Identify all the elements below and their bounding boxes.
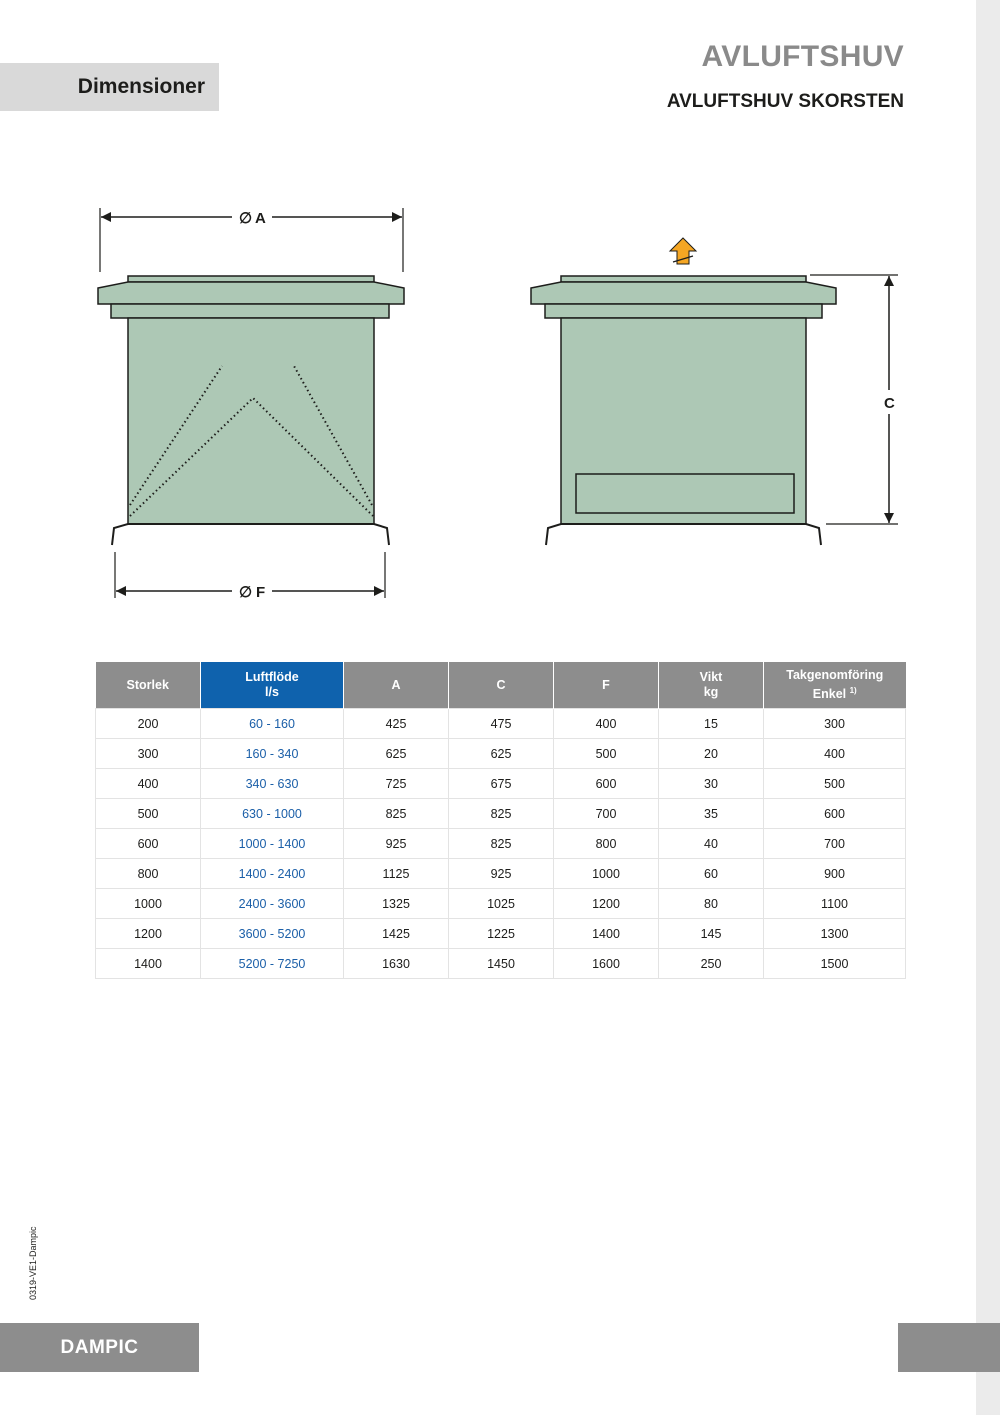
table-row bbox=[96, 949, 906, 979]
cell-c: 475 bbox=[449, 709, 554, 739]
dim-c-label: C bbox=[884, 395, 895, 412]
cell-storlek: 800 bbox=[96, 859, 201, 889]
page-edge-strip bbox=[976, 0, 1000, 1415]
cell-f: 500 bbox=[554, 739, 659, 769]
cap-roof bbox=[98, 282, 404, 304]
cell-f: 1600 bbox=[554, 949, 659, 979]
luftflode-label: Luftflöde bbox=[245, 670, 299, 684]
cell-storlek: 200 bbox=[96, 709, 201, 739]
cell-a: 1125 bbox=[344, 859, 449, 889]
cell-a: 725 bbox=[344, 769, 449, 799]
cell-vikt: 30 bbox=[659, 769, 764, 799]
side-cap-top-plate bbox=[561, 276, 806, 282]
base-flange bbox=[112, 524, 389, 545]
cell-a: 1630 bbox=[344, 949, 449, 979]
cell-tak: 900 bbox=[764, 859, 906, 889]
cell-f: 600 bbox=[554, 769, 659, 799]
col-header-luftflode bbox=[201, 662, 344, 709]
cell-a: 925 bbox=[344, 829, 449, 859]
cell-storlek: 1000 bbox=[96, 889, 201, 919]
hood-body bbox=[128, 318, 374, 524]
cell-c: 625 bbox=[449, 739, 554, 769]
col-header-storlek: Storlek bbox=[96, 662, 201, 709]
cell-c: 825 bbox=[449, 799, 554, 829]
col-header-f: F bbox=[554, 662, 659, 709]
takgenomforing-sub: Enkel bbox=[812, 687, 847, 702]
dim-f-diameter-symbol: ∅ bbox=[239, 584, 253, 601]
cell-luftflode: 1000 - 1400 bbox=[201, 829, 344, 859]
cell-f: 400 bbox=[554, 709, 659, 739]
cap-top-plate bbox=[128, 276, 374, 282]
cell-tak: 500 bbox=[764, 769, 906, 799]
page-subtitle: AVLUFTSHUV SKORSTEN bbox=[666, 91, 904, 112]
cell-vikt: 80 bbox=[659, 889, 764, 919]
side-cap-rim bbox=[545, 304, 822, 318]
side-base-flange bbox=[546, 524, 821, 545]
cell-c: 825 bbox=[449, 829, 554, 859]
footnote-mark: 1) bbox=[849, 685, 857, 695]
cell-c: 1450 bbox=[449, 949, 554, 979]
cell-vikt: 15 bbox=[659, 709, 764, 739]
page-title: AVLUFTSHUV bbox=[701, 40, 904, 73]
cell-luftflode: 160 - 340 bbox=[201, 739, 344, 769]
cell-vikt: 60 bbox=[659, 859, 764, 889]
dim-a-label: A bbox=[255, 210, 266, 227]
document-code: 0319-VE1-Dampic bbox=[28, 1226, 38, 1300]
table-row bbox=[96, 829, 906, 859]
cell-c: 675 bbox=[449, 769, 554, 799]
dim-a-diameter-symbol: ∅ bbox=[239, 210, 253, 227]
cell-luftflode: 1400 - 2400 bbox=[201, 859, 344, 889]
col-header-vikt bbox=[659, 662, 764, 709]
cell-vikt: 250 bbox=[659, 949, 764, 979]
footer-brand-bar bbox=[0, 1323, 199, 1372]
cell-storlek: 400 bbox=[96, 769, 201, 799]
side-cap-roof bbox=[531, 282, 836, 304]
cell-f: 700 bbox=[554, 799, 659, 829]
col-header-takgenomforing bbox=[764, 662, 906, 709]
table-row bbox=[96, 709, 906, 739]
side-hatch bbox=[576, 474, 794, 513]
cell-vikt: 35 bbox=[659, 799, 764, 829]
cell-c: 1225 bbox=[449, 919, 554, 949]
cell-storlek: 1200 bbox=[96, 919, 201, 949]
cell-tak: 600 bbox=[764, 799, 906, 829]
table-row bbox=[96, 739, 906, 769]
section-label: Dimensioner bbox=[77, 75, 205, 98]
cell-luftflode: 60 - 160 bbox=[201, 709, 344, 739]
cell-tak: 1100 bbox=[764, 889, 906, 919]
col-header-c: C bbox=[449, 662, 554, 709]
cell-a: 1325 bbox=[344, 889, 449, 919]
cell-tak: 300 bbox=[764, 709, 906, 739]
cell-luftflode: 5200 - 7250 bbox=[201, 949, 344, 979]
col-header-a: A bbox=[344, 662, 449, 709]
cell-tak: 1300 bbox=[764, 919, 906, 949]
cell-luftflode: 340 - 630 bbox=[201, 769, 344, 799]
cap-rim bbox=[111, 304, 389, 318]
cell-vikt: 40 bbox=[659, 829, 764, 859]
cell-a: 1425 bbox=[344, 919, 449, 949]
cell-a: 425 bbox=[344, 709, 449, 739]
section-tab bbox=[0, 63, 219, 111]
table-row bbox=[96, 889, 906, 919]
table-row bbox=[96, 919, 906, 949]
brand-logo: DAMPIC bbox=[60, 1336, 139, 1358]
luftflode-unit: l/s bbox=[265, 685, 279, 699]
table-row bbox=[96, 799, 906, 829]
cell-luftflode: 630 - 1000 bbox=[201, 799, 344, 829]
cell-c: 925 bbox=[449, 859, 554, 889]
vikt-unit: kg bbox=[703, 685, 719, 699]
cell-storlek: 300 bbox=[96, 739, 201, 769]
cell-f: 800 bbox=[554, 829, 659, 859]
cell-storlek: 600 bbox=[96, 829, 201, 859]
cell-c: 1025 bbox=[449, 889, 554, 919]
cell-f: 1000 bbox=[554, 859, 659, 889]
side-view bbox=[531, 238, 898, 545]
cell-vikt: 20 bbox=[659, 739, 764, 769]
cell-a: 625 bbox=[344, 739, 449, 769]
cell-storlek: 500 bbox=[96, 799, 201, 829]
cell-f: 1200 bbox=[554, 889, 659, 919]
footer-right-bar bbox=[898, 1323, 1000, 1372]
cell-tak: 700 bbox=[764, 829, 906, 859]
cell-f: 1400 bbox=[554, 919, 659, 949]
table-row bbox=[96, 859, 906, 889]
cell-a: 825 bbox=[344, 799, 449, 829]
cell-luftflode: 3600 - 5200 bbox=[201, 919, 344, 949]
cell-tak: 1500 bbox=[764, 949, 906, 979]
vikt-label: Vikt bbox=[699, 670, 723, 684]
table-header-row bbox=[96, 662, 906, 709]
cell-vikt: 145 bbox=[659, 919, 764, 949]
cell-tak: 400 bbox=[764, 739, 906, 769]
dimension-table bbox=[95, 662, 906, 979]
front-view bbox=[98, 208, 404, 601]
dim-f-label: F bbox=[256, 584, 266, 601]
takgenomforing-label: Takgenomföring bbox=[786, 667, 884, 682]
cell-storlek: 1400 bbox=[96, 949, 201, 979]
cell-luftflode: 2400 - 3600 bbox=[201, 889, 344, 919]
airflow-up-arrow-icon bbox=[670, 238, 696, 264]
technical-drawing bbox=[0, 150, 976, 620]
table-row bbox=[96, 769, 906, 799]
